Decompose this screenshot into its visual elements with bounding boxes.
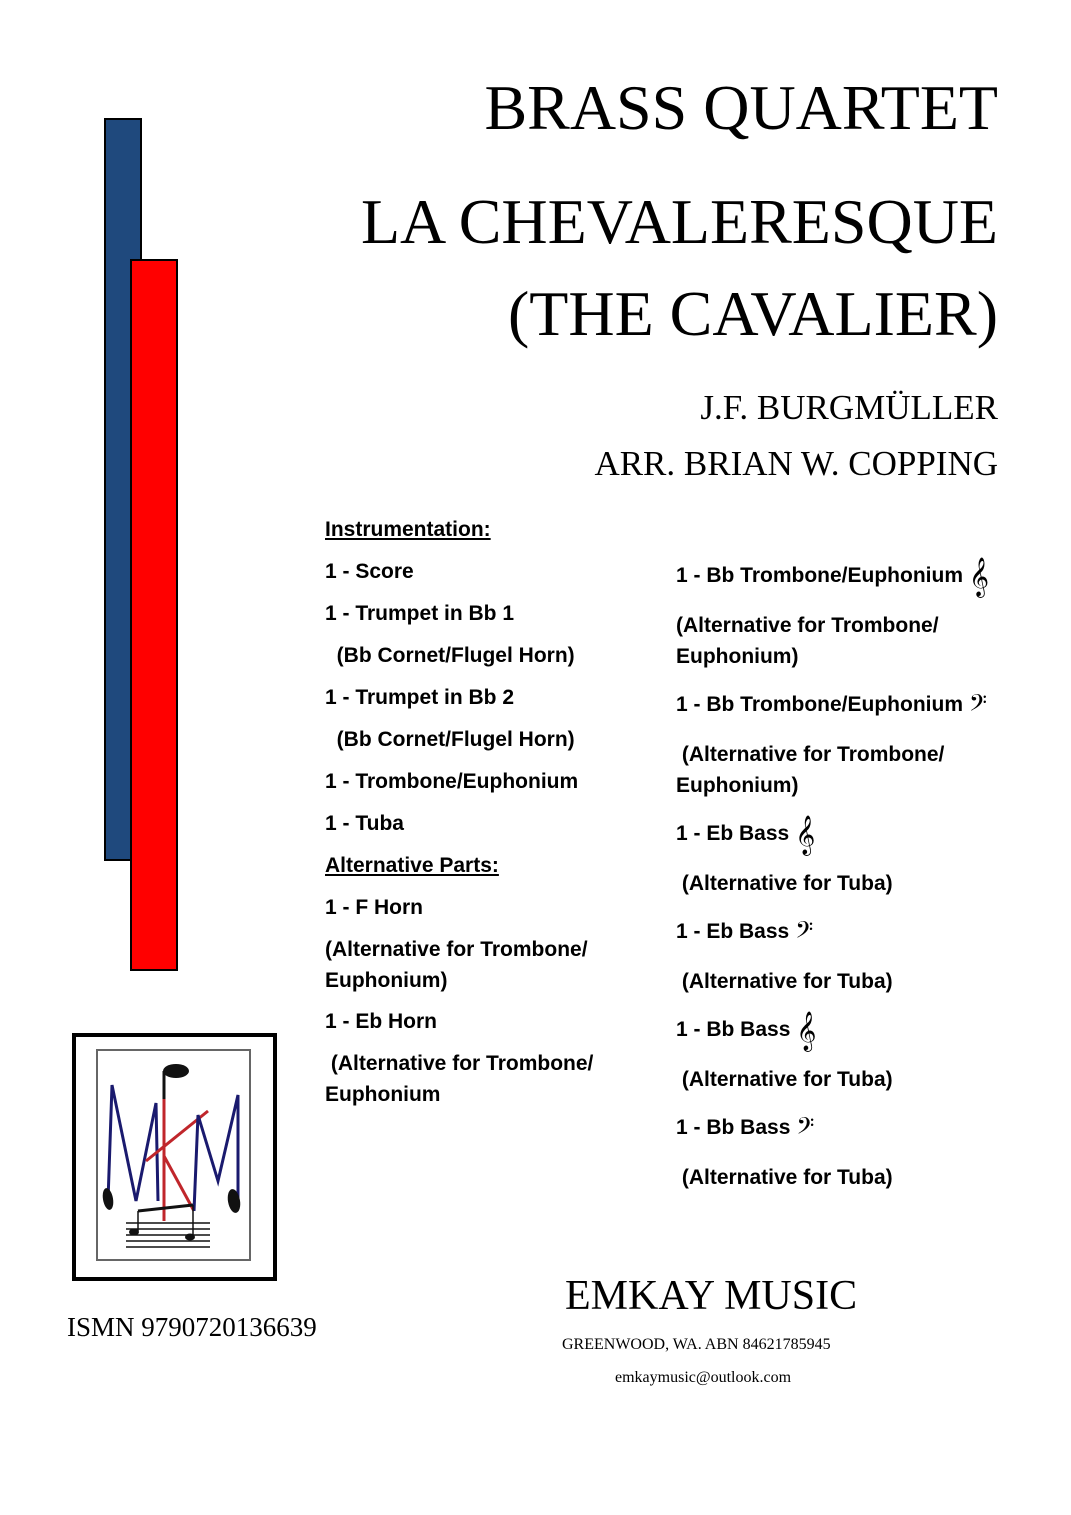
treble-clef-icon: 𝄞 xyxy=(796,1011,817,1051)
list-item: (Bb Cornet/Flugel Horn) xyxy=(325,728,575,751)
publisher-email: emkaymusic@outlook.com xyxy=(615,1369,792,1386)
list-item xyxy=(676,1011,989,1064)
list-item: (Alternative for Trombone/ xyxy=(325,1052,594,1075)
publisher-logo xyxy=(72,1033,277,1281)
list-item: 1 - Trumpet in Bb 1 xyxy=(325,602,515,625)
treble-clef-icon: 𝄞 xyxy=(969,557,990,597)
list-item xyxy=(676,815,989,868)
list-item: 1 - Tuba xyxy=(325,812,404,835)
part-label: 1 - Eb Bass xyxy=(676,822,790,845)
alternative-parts-heading: Alternative Parts: xyxy=(325,854,499,877)
part-label: 1 - Eb Bass xyxy=(676,920,790,943)
list-item: (Alternative for Tuba) xyxy=(676,872,893,895)
list-item xyxy=(676,916,989,966)
list-item xyxy=(676,1112,989,1162)
arranger: ARR. BRIAN W. COPPING xyxy=(594,444,998,483)
alternative-parts-list xyxy=(676,557,990,1210)
list-item: Euphonium xyxy=(325,1083,441,1106)
list-item: 1 - Trumpet in Bb 2 xyxy=(325,686,515,709)
list-item xyxy=(676,689,989,739)
isbn-number: ISMN 9790720136639 xyxy=(67,1312,317,1342)
list-item: 1 - Score xyxy=(325,560,414,583)
part-label: 1 - Bb Trombone/Euphonium xyxy=(676,564,963,587)
composer: J.F. BURGMÜLLER xyxy=(700,388,998,427)
instrumentation-list xyxy=(325,514,593,1110)
part-label: 1 - Bb Bass xyxy=(676,1018,791,1041)
list-item: Euphonium) xyxy=(676,774,799,797)
list-item: (Alternative for Tuba) xyxy=(676,1068,893,1091)
bass-clef-icon: 𝄢 xyxy=(796,1112,815,1145)
title-line-3: (THE CAVALIER) xyxy=(507,278,998,349)
logo-frame xyxy=(96,1049,251,1261)
publisher-name: EMKAY MUSIC xyxy=(565,1273,858,1319)
title-line-1: BRASS QUARTET xyxy=(484,72,998,143)
list-item: 1 - Eb Horn xyxy=(325,1010,438,1033)
logo-music-icon xyxy=(98,1051,249,1259)
list-item: (Alternative for Trombone/ xyxy=(676,743,945,766)
list-item: (Bb Cornet/Flugel Horn) xyxy=(325,644,575,667)
list-item: (Alternative for Trombone/ xyxy=(325,938,588,961)
list-item: Euphonium) xyxy=(676,645,799,668)
list-item: (Alternative for Trombone/ xyxy=(676,614,939,637)
bass-clef-icon: 𝄢 xyxy=(795,916,814,949)
publisher-address: GREENWOOD, WA. ABN 84621785945 xyxy=(562,1336,831,1353)
title-line-2: LA CHEVALERESQUE xyxy=(360,186,998,257)
part-label: 1 - Bb Trombone/Euphonium xyxy=(676,693,963,716)
decorative-red-bar xyxy=(130,259,178,971)
bass-clef-icon: 𝄢 xyxy=(969,689,988,722)
list-item: 1 - Trombone/Euphonium xyxy=(325,770,579,793)
part-label: 1 - Bb Bass xyxy=(676,1116,791,1139)
list-item: 1 - F Horn xyxy=(325,896,423,919)
instrumentation-heading: Instrumentation: xyxy=(325,518,491,541)
list-item: (Alternative for Tuba) xyxy=(676,970,893,993)
list-item: Euphonium) xyxy=(325,969,448,992)
list-item xyxy=(676,557,990,610)
treble-clef-icon: 𝄞 xyxy=(795,815,816,855)
list-item: (Alternative for Tuba) xyxy=(676,1166,893,1189)
